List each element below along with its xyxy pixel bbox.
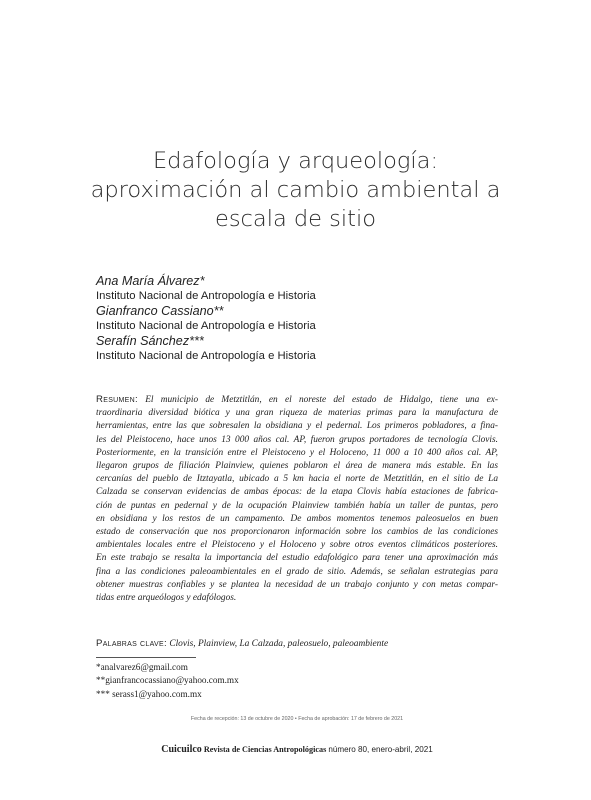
author-email: *** serass1@yahoo.com.mx	[96, 688, 202, 699]
abstract-line: tidas entre arqueólogos y edafólogos.	[96, 593, 237, 604]
author-name: Gianfranco Cassiano**	[96, 304, 224, 318]
author-institution: Instituto Nacional de Antropología e Historia	[96, 350, 316, 362]
abstract-line: traordinaria diversidad biótica y una gran riqueza de materias primas para la manufactura de	[96, 408, 498, 419]
article-title	[60, 147, 531, 234]
abstract-line: llegaron grupos de filiación Plainview, quienes poblaron el área de manera más estable. En las	[96, 461, 498, 472]
author-list	[96, 274, 516, 364]
keywords	[96, 637, 506, 651]
abstract-line: estado de conservación que nos proporcionaron información sobre los cambios de las condiciones	[96, 527, 498, 538]
abstract-first-line	[96, 393, 498, 407]
approved-date: Fecha de aprobación: 17 de febrero de 2021	[298, 716, 404, 722]
title-line: escala de sitio	[214, 206, 376, 232]
author-emails	[96, 661, 396, 701]
abstract-line: herramientas, entre las que sobresalen la obsidiana y el pedernal. Los primeros pobladores, a fina-	[96, 421, 498, 432]
keywords-text: Clovis, Plainview, La Calzada, paleosuelo, paleoambiente	[169, 639, 389, 649]
author-institution: Instituto Nacional de Antropología e Historia	[96, 320, 316, 332]
author-name: Ana María Álvarez*	[96, 274, 205, 288]
keywords-label: Palabras clave:	[96, 638, 167, 649]
author-email: *analvarez6@gmail.com	[96, 662, 188, 672]
abstract-line: Posteriormente, en la transición entre el Pleistoceno y el Holoceno, 11 000 a 10 400 años cal. AP,	[96, 447, 498, 458]
abstract-text: El municipio de Metztitlán, en el noreste del estado de Hidalgo, tiene una ex-	[145, 395, 498, 405]
journal-issue: número 80, enero-abril, 2021	[328, 745, 433, 754]
abstract-line: ción de puntas en pedernal y de la ocupación Plainview también había un taller de puntas, pero	[96, 500, 498, 511]
submission-dates	[96, 716, 498, 722]
abstract-line: les del Pleistoceno, hace unos 13 000 años cal. AP, fueron grupos portadores de tecnología Clovis.	[96, 434, 498, 445]
abstract-line: ambientales locales entre el Pleistoceno y el Holoceno y sobre otros eventos climáticos posteriores.	[96, 540, 498, 551]
author-email: **gianfrancocassiano@yahoo.com.mx	[96, 675, 239, 686]
abstract-line: Calzada se conservan evidencias de ambas épocas: de la etapa Clovis había estaciones de fabrica-	[96, 487, 498, 498]
date-separator: •	[294, 716, 297, 722]
abstract-line: en obsidiana y los restos de un campamento. De ambos momentos tenemos paleosuelos en buen	[96, 513, 498, 524]
abstract-line: En este trabajo se resalta la importancia del estudio edafológico para tener una aproximación más	[96, 553, 498, 564]
received-date: Fecha de recepción: 13 de octubre de 2020	[190, 716, 294, 722]
abstract-label: Resumen:	[96, 394, 138, 405]
abstract-line: fina a las condiciones paleoambientales en el grado de sitio. Además, se señalan estrategias para	[96, 566, 498, 577]
author-institution: Instituto Nacional de Antropología e Historia	[96, 290, 316, 302]
title-line: aproximación al cambio ambiental a	[90, 177, 501, 203]
journal-footer	[96, 744, 498, 755]
abstract-line: cercanías del pueblo de Itztayatla, ubicado a 5 km hacia el norte de Metztitlán, en el sitio de La	[96, 474, 498, 485]
journal-name: Cuicuilco	[161, 744, 202, 755]
abstract	[96, 393, 498, 605]
title-line: Edafología y arqueología:	[152, 148, 439, 174]
abstract-line: obtener muestras confiables y se plantea la necesidad de un trabajo conjunto y con metas compar-	[96, 579, 498, 590]
footnote-divider	[96, 657, 196, 658]
journal-subtitle: Revista de Ciencias Antropológicas	[203, 745, 327, 754]
author-name: Serafín Sánchez***	[96, 334, 204, 348]
